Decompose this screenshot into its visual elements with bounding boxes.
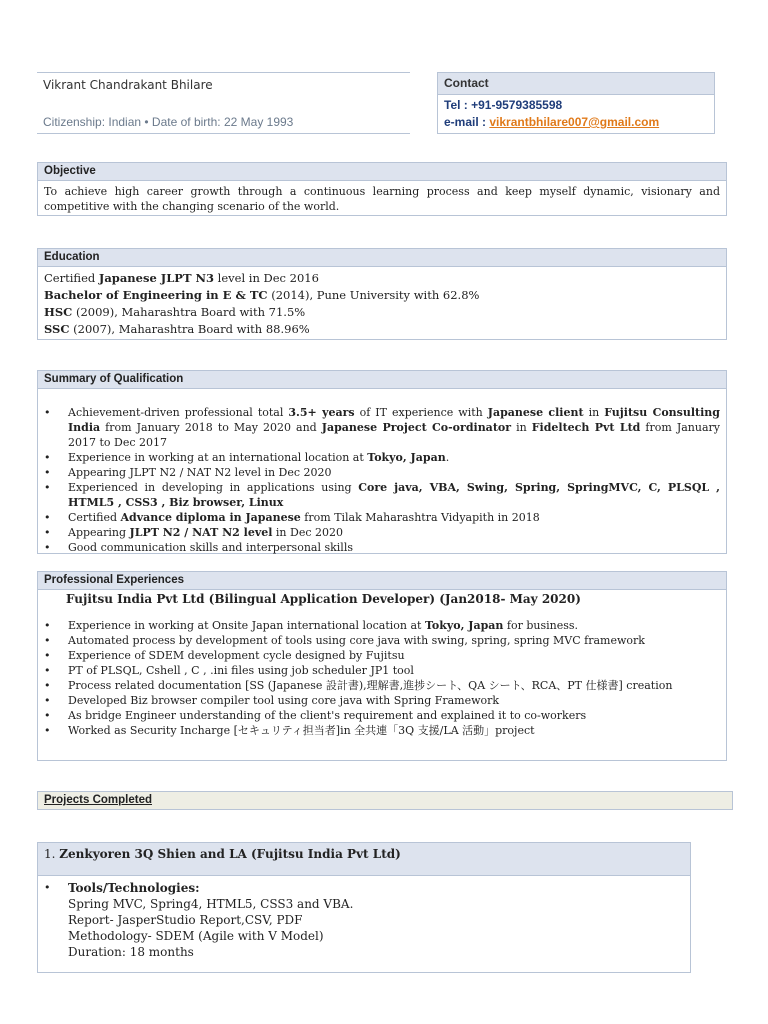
li-bold: JLPT N2 / NAT N2 level xyxy=(129,526,273,539)
list-item xyxy=(44,525,720,540)
list-item: • Appearing JLPT N2 / NAT N2 level in Dec 2020 xyxy=(44,465,720,480)
contact-block xyxy=(437,72,715,134)
list-item: • Developed Biz browser compiler tool using core java with Spring Framework xyxy=(44,693,720,708)
project-line: Duration: 18 months xyxy=(68,945,194,959)
li-bold: Advance diploma in Japanese xyxy=(120,511,301,524)
li-text: of IT experience with xyxy=(354,406,488,419)
edu-bold: SSC xyxy=(44,322,70,336)
li-text: for business. xyxy=(503,619,579,632)
list-item xyxy=(44,405,720,450)
project-line: Methodology- SDEM (Agile with V Model) xyxy=(68,929,324,943)
li-bold: Fujitsu Consulting India xyxy=(68,406,720,434)
candidate-name: Vikrant Chandrakant Bhilare xyxy=(43,78,213,92)
li-text: Experience in working at an international location at xyxy=(68,451,368,464)
li-bold: Core java, VBA, Swing, Spring, SpringMVC, C, PLSQL , HTML5 , CSS3 , Biz browser, Linux xyxy=(68,481,720,509)
summary-heading: Summary of Qualification xyxy=(38,371,726,389)
list-item: • Experience of SDEM development cycle designed by Fujitsu xyxy=(44,648,720,663)
list-item xyxy=(44,450,720,465)
list-item xyxy=(44,880,684,960)
li-text: Experience in working at Onsite Japan international location at xyxy=(68,619,425,632)
list-item: • Good communication skills and interpersonal skills xyxy=(44,540,720,555)
education-line xyxy=(44,270,720,287)
li-bold: Japanese client xyxy=(487,406,584,419)
li-bold: Tokyo, Japan xyxy=(424,619,504,632)
education-line xyxy=(44,321,720,338)
list-item: • As bridge Engineer understanding of the client's requirement and explained it to co-workers xyxy=(44,708,720,723)
projects-heading-bar xyxy=(37,791,733,810)
email-link[interactable]: vikrantbhilare007@gmail.com xyxy=(489,115,660,129)
objective-section xyxy=(37,162,727,216)
list-item xyxy=(44,480,720,510)
list-item xyxy=(44,510,720,525)
tools-label: Tools/Technologies: xyxy=(68,881,200,895)
summary-list xyxy=(44,405,720,555)
education-line xyxy=(44,304,720,321)
job-title: Fujitsu India Pvt Ltd (Bilingual Application Developer) (Jan2018- May 2020) xyxy=(66,592,581,606)
edu-text: Certified xyxy=(44,271,99,285)
list-item: • Automated process by development of tools using core java with swing, spring, spring MVC framework xyxy=(44,633,720,648)
li-bold: Fideltech Pvt Ltd xyxy=(531,421,641,434)
contact-phone: Tel : +91-9579385598 xyxy=(444,98,563,112)
experience-list xyxy=(44,618,720,738)
objective-text: To achieve high career growth through a continuous learning process and keep myself dynamic, visionary and competitive with the changing scenario of the world. xyxy=(44,185,720,213)
list-item: • Worked as Security Incharge [セキュリティ担当者]in 全共連「3Q 支援/LA 活動」project xyxy=(44,723,720,738)
li-text: Experienced in developing in applications using xyxy=(68,481,359,494)
list-item: • Process related documentation [SS (Japanese 設計書),理解書,進捗シート、QA シート、RCA、PT 仕様書] creation xyxy=(44,678,720,693)
edu-bold: HSC xyxy=(44,305,73,319)
li-bold: Tokyo, Japan xyxy=(367,451,446,464)
li-text: Certified xyxy=(68,511,121,524)
edu-text: level in Dec 2016 xyxy=(214,271,319,285)
edu-bold: Bachelor of Engineering in E & TC xyxy=(44,288,268,302)
contact-email-line xyxy=(444,115,659,129)
li-text: from January 2018 to May 2020 and xyxy=(100,421,322,434)
li-text: in xyxy=(583,406,605,419)
li-bold: Japanese Project Co-ordinator xyxy=(321,421,512,434)
experience-body xyxy=(38,592,726,741)
contact-heading: Contact xyxy=(438,73,714,95)
li-text: in xyxy=(511,421,532,434)
project-name: Zenkyoren 3Q Shien and LA (Fujitsu India Pvt Ltd) xyxy=(59,847,401,861)
education-body xyxy=(38,267,726,341)
li-bold: 3.5+ years xyxy=(288,406,355,419)
name-block xyxy=(37,72,410,134)
education-section xyxy=(37,248,727,340)
experience-heading: Professional Experiences xyxy=(38,572,726,590)
projects-heading: Projects Completed xyxy=(44,794,152,806)
project-number: 1. xyxy=(44,847,60,861)
citizenship-line: Citizenship: Indian • Date of birth: 22 May 1993 xyxy=(43,115,294,129)
email-label: e-mail : xyxy=(444,115,490,129)
objective-heading: Objective xyxy=(38,163,726,181)
edu-text: (2009), Maharashtra Board with 71.5% xyxy=(72,305,306,319)
project-list xyxy=(44,880,684,960)
project-line: Report- JasperStudio Report,CSV, PDF xyxy=(68,913,303,927)
education-heading: Education xyxy=(38,249,726,267)
experience-section xyxy=(37,571,727,761)
list-item xyxy=(44,618,720,633)
li-text: from Tilak Maharashtra Vidyapith in 2018 xyxy=(300,511,540,524)
project-title xyxy=(38,843,690,876)
edu-text: (2007), Maharashtra Board with 88.96% xyxy=(69,322,310,336)
edu-bold: Japanese JLPT N3 xyxy=(98,271,215,285)
li-text: from January 2017 to Dec 2017 xyxy=(68,421,720,449)
li-text: . xyxy=(445,451,450,464)
li-text: in Dec 2020 xyxy=(272,526,343,539)
project-body xyxy=(38,876,690,964)
project-line: Spring MVC, Spring4, HTML5, CSS3 and VBA. xyxy=(68,897,354,911)
summary-section xyxy=(37,370,727,554)
education-line xyxy=(44,287,720,304)
summary-body xyxy=(38,389,726,558)
li-text: Achievement-driven professional total xyxy=(68,406,289,419)
list-item: • PT of PLSQL, Cshell , C , .ini files using job scheduler JP1 tool xyxy=(44,663,720,678)
edu-text: (2014), Pune University with 62.8% xyxy=(267,288,480,302)
project-card xyxy=(37,842,691,973)
li-text: Appearing xyxy=(68,526,130,539)
